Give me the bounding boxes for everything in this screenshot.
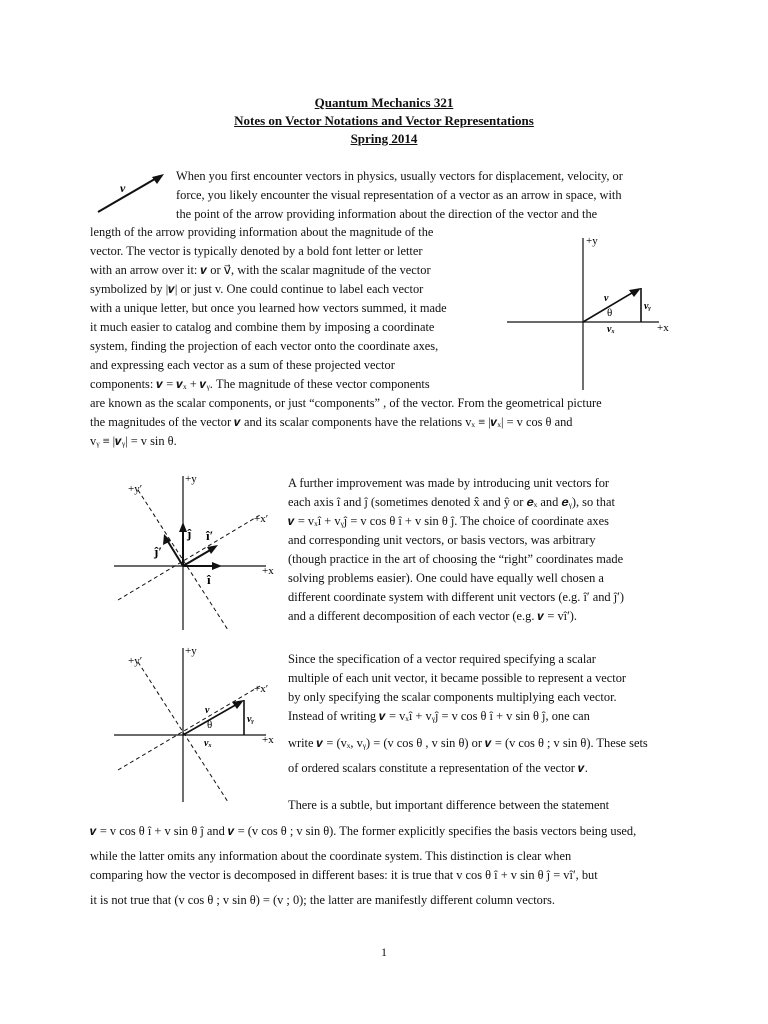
plus-y-prime-label: +y′ xyxy=(128,655,143,667)
j-hat-prime-arrow xyxy=(167,540,183,566)
paragraph-2-line: solving problems easier). One could have equally well chosen a xyxy=(288,571,604,585)
paragraph-1-line: components: 𝒗 = 𝒗ₓ + 𝒗ᵧ. The magnitude of these vector components xyxy=(90,377,430,391)
paragraph-2-line: different coordinate system with different unit vectors (e.g. î′ and ĵ′) xyxy=(288,590,624,604)
vy-label: vᵧ xyxy=(644,301,651,312)
paragraph-1-line: vector. The vector is typically denoted by a bold font letter or letter xyxy=(90,244,423,258)
paragraph-4-line: There is a subtle, but important difference between the statement xyxy=(288,798,610,812)
term: Spring 2014 xyxy=(350,131,418,146)
course-title: Quantum Mechanics 321 xyxy=(314,95,454,110)
paragraph-1-line: the magnitudes of the vector 𝒗 and its scalar components have the relations vₓ ≡ |𝒗ₓ| = v cos θ and xyxy=(90,415,573,429)
paragraph-2-line: and corresponding unit vectors, or basis vectors, was arbitrary xyxy=(288,533,596,547)
j-hat-head xyxy=(179,522,187,532)
paragraph-1-line: vᵧ ≡ |𝒗ᵧ| = v sin θ. xyxy=(90,434,177,448)
vx-label: vₓ xyxy=(204,738,212,749)
paragraph-1-line: and expressing each vector as a sum of these projected vector xyxy=(90,358,395,372)
vy-label: vᵧ xyxy=(247,714,254,725)
paragraph-1-line: are known as the scalar components, or just “components” , of the vector. From the geometrical picture xyxy=(90,396,602,410)
j-hat-label: ĵ xyxy=(187,526,192,541)
paragraph-2-line: 𝒗 = vₓî + vᵧĵ = v cos θ î + v sin θ ĵ. The choice of coordinate axes xyxy=(288,514,609,528)
vector-head xyxy=(629,288,641,297)
plus-y-label: +y xyxy=(185,473,197,485)
paragraph-3-line: multiple of each unit vector, it became possible to represent a vector xyxy=(288,671,627,685)
page-number: 1 xyxy=(381,945,387,959)
paragraph-1-line: force, you likely encounter the visual representation of a vector as an arrow in space, with xyxy=(176,188,622,202)
i-hat-prime-arrow xyxy=(183,549,212,566)
plus-y-label: +y xyxy=(185,645,197,657)
plus-x-prime-label: +x′ xyxy=(254,513,269,525)
paragraph-1-line: with an arrow over it: 𝒗 or v⃗, with the scalar magnitude of the vector xyxy=(90,263,431,277)
theta-label: θ xyxy=(207,719,213,731)
unit-vector-diagram xyxy=(110,470,280,635)
arrow-head xyxy=(152,174,164,184)
paragraph-2-line: (though practice in the art of choosing the “right” coordinates made xyxy=(288,552,624,566)
plus-y-prime-label: +y′ xyxy=(128,483,143,495)
plus-y-label: +y xyxy=(586,235,598,247)
i-hat-label: î xyxy=(207,572,211,587)
paragraph-4-line: comparing how the vector is decomposed in different bases: it is true that v cos θ î + v sin θ ĵ = vî′, but xyxy=(90,868,598,882)
i-hat-head xyxy=(212,562,222,570)
paragraph-3-line: write 𝒗 = (vₓ, vᵧ) = (v cos θ , v sin θ) or 𝒗 = (v cos θ ; v sin θ). These sets xyxy=(288,736,648,750)
paragraph-1-line: length of the arrow providing information about the magnitude of the xyxy=(90,225,434,239)
paragraph-3-line: of ordered scalars constitute a representation of the vector 𝒗. xyxy=(288,761,588,775)
paragraph-3-line: by only specifying the scalar components multiplying each vector. xyxy=(288,690,617,704)
v-label: v xyxy=(205,705,210,716)
rotated-x-axis xyxy=(118,686,260,770)
vx-label: vₓ xyxy=(607,324,615,335)
representation-diagram xyxy=(110,642,280,807)
v-label: v xyxy=(604,293,609,304)
paragraph-4-line: while the latter omits any information about the coordinate system. This distinction is clear when xyxy=(90,849,572,863)
j-hat-prime-label: ĵ′ xyxy=(154,544,162,559)
paragraph-3-line: Instead of writing 𝒗 = vₓî + vᵧĵ = v cos θ î + v sin θ ĵ, one can xyxy=(288,709,590,723)
components-diagram xyxy=(503,232,683,392)
vector-arrow-line xyxy=(98,176,160,212)
paragraph-1-line: symbolized by |𝒗| or just v. One could continue to label each vector xyxy=(90,282,424,296)
paragraph-4-line: it is not true that (v cos θ ; v sin θ) = (v ; 0); the latter are manifestly different column vectors. xyxy=(90,893,555,907)
plus-x-prime-label: +x′ xyxy=(254,683,269,695)
i-hat-prime-head xyxy=(207,545,218,554)
vector-label: v xyxy=(120,181,126,195)
paragraph-2-line: each axis î and ĵ (sometimes denoted x̂ and ŷ or 𝒆ₓ and 𝒆ᵧ), so that xyxy=(288,495,615,509)
paragraph-4-line: 𝒗 = v cos θ î + v sin θ ĵ and 𝒗 = (v cos θ ; v sin θ). The former explicitly specifies the basis vectors being used, xyxy=(90,824,637,838)
plus-x-label: +x xyxy=(262,565,274,577)
paragraph-1-line: the point of the arrow providing information about the direction of the vector and the xyxy=(176,207,598,221)
notes-title: Notes on Vector Notations and Vector Representations xyxy=(234,113,534,128)
paragraph-2-line: A further improvement was made by introducing unit vectors for xyxy=(288,476,610,490)
paragraph-1-line: it much easier to catalog and combine them by imposing a coordinate xyxy=(90,320,435,334)
plus-x-label: +x xyxy=(262,734,274,746)
plus-x-label: +x xyxy=(657,322,669,334)
paragraph-2-line: and a different decomposition of each vector (e.g. 𝒗 = vî′). xyxy=(288,609,578,623)
vector-arrow-figure xyxy=(92,168,170,218)
paragraph-1-line: system, finding the projection of each vector onto the coordinate axes, xyxy=(90,339,439,353)
theta-label: θ xyxy=(607,307,613,319)
paragraph-1-line: with a unique letter, but once you learned how vectors summed, it made xyxy=(90,301,447,315)
paragraph-1-line: When you first encounter vectors in physics, usually vectors for displacement, velocity, or xyxy=(176,169,623,183)
paragraph-3-line: Since the specification of a vector required specifying a scalar xyxy=(288,652,596,666)
i-hat-prime-label: î′ xyxy=(206,528,214,543)
